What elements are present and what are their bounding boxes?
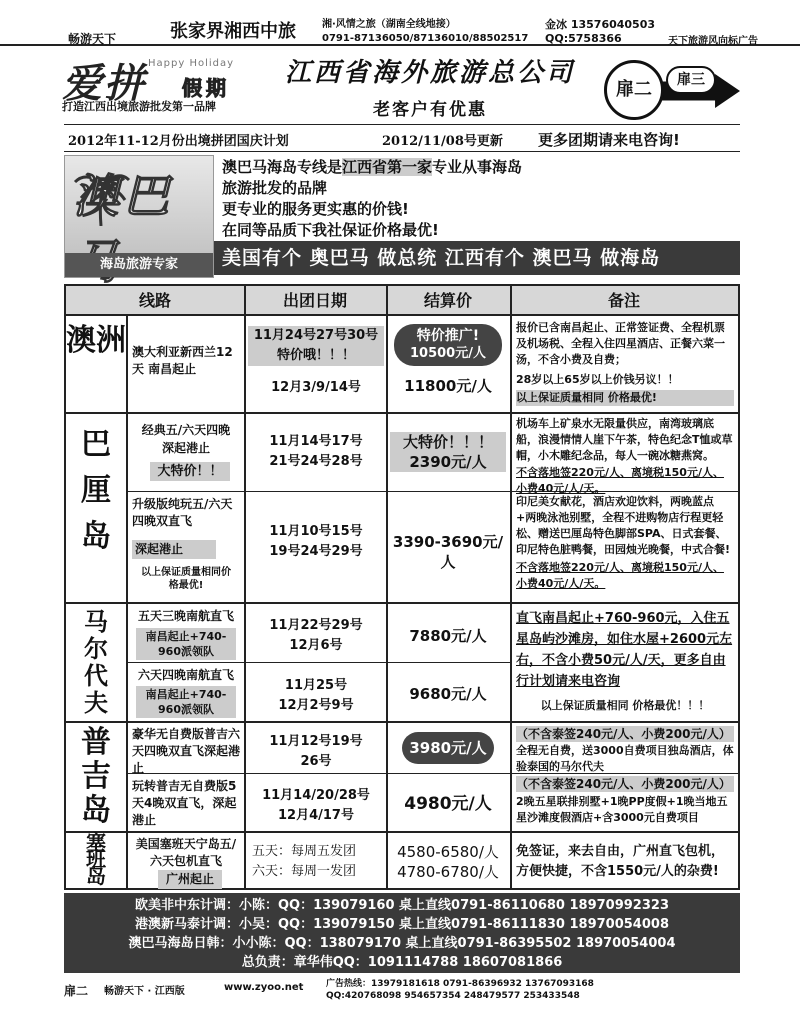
plan-bar bbox=[64, 124, 740, 152]
saipan-dates1: 五天：每周五发团 bbox=[252, 844, 357, 859]
island-expert-badge: 海岛旅游专家 bbox=[65, 253, 213, 277]
intro-line1 bbox=[222, 157, 742, 178]
top-contact-line1: 金冰 13576040503 bbox=[545, 18, 656, 31]
saipan-price2: 4780-6780/人 bbox=[397, 863, 499, 881]
region-phuket bbox=[66, 726, 126, 828]
divider bbox=[510, 286, 512, 888]
phuket-note1b: 全程无自费，送3000自费项目独岛酒店，体验泰国的马尔代夫 bbox=[516, 744, 734, 773]
plan-title: 2012年11-12月份出境拼团国庆计划 bbox=[68, 134, 289, 149]
logo-happy-holiday: Happy Holiday bbox=[148, 58, 235, 69]
bali-dates2b: 19号24号29号 bbox=[269, 544, 363, 559]
divider bbox=[244, 286, 246, 888]
logo-slogan: 打造江西出境旅游批发第一品牌 bbox=[62, 100, 216, 113]
itinerary-table bbox=[64, 284, 740, 890]
bali-route2c: 以上保证质量相同价格最优! bbox=[141, 567, 231, 591]
intro-line1-c: 专业从事海岛 bbox=[432, 158, 523, 176]
maldives-price1: 7880元/人 bbox=[409, 627, 487, 645]
palm-island-image bbox=[64, 155, 214, 278]
bottom-brand: 畅游天下 · 江西版 bbox=[104, 986, 185, 997]
logo-big-text: 爱拼 bbox=[62, 60, 146, 107]
saipan-route1b: 广州起止 bbox=[158, 870, 222, 889]
intro-image-chars: 澳巴 bbox=[73, 169, 173, 223]
header-price: 结算价 bbox=[386, 286, 510, 316]
maldives-note1: 直飞南昌起止+760-960元，入住五星岛屿沙滩房，如住水屋+2600元左右，不含小费50元/人/天，更多自由行计划请来电咨询 bbox=[516, 611, 733, 689]
bali-note1b: 不含落地签220元/人、离境税150元/人、小费40元/人/天。 bbox=[516, 466, 724, 495]
logo-holiday-chars: 假期 bbox=[182, 76, 230, 100]
maldives-dates1a: 11月22号29号 bbox=[269, 618, 363, 633]
bali-price1a: 大特价！！！ bbox=[390, 432, 506, 452]
saipan-note: 免签证，来去自由，广州直飞包机，方便快捷，不含1550元/人的杂费! bbox=[516, 844, 725, 879]
company-header bbox=[270, 52, 590, 122]
phuket-dates2b: 12月4/17号 bbox=[278, 808, 354, 823]
region-maldives-text: 马尔代夫 bbox=[84, 607, 108, 717]
contact-row-1: 欧美非中东计调：小陈：QQ：139079160 桌上直线0791-86110680 18970992323 bbox=[134, 898, 669, 913]
bali-note1: 机场车上矿泉水无限量供应，南湾玻璃底船，浪漫情情人崖下午茶，特色纪念T恤或草帽，小木雕纪念品，每人一碗冰糖燕窝。 bbox=[516, 417, 733, 462]
region-phuket-text: 普吉岛 bbox=[81, 725, 111, 828]
australia-special: 特价哦！！！ bbox=[248, 346, 384, 366]
bali-note2: 印尼美女献花，酒店欢迎饮料，两晚蓝点+两晚泳池别墅，全程不进购物店行程更轻松、赠送巴厘岛特色脚部SPA、日式套餐、印尼特色脏鸭餐，田园烛光晚餐，中式合餐! bbox=[516, 495, 731, 556]
phuket-dates1b: 26号 bbox=[300, 754, 332, 769]
intro-line1-highlight: 江西省第一家 bbox=[342, 158, 433, 176]
header-route: 线路 bbox=[66, 286, 244, 316]
website-link[interactable]: www.zyoo.net bbox=[224, 982, 304, 993]
region-maldives bbox=[66, 606, 126, 716]
phuket-price1: 3980元/人 bbox=[409, 739, 487, 757]
phuket-price2: 4980元/人 bbox=[404, 794, 492, 814]
divider bbox=[386, 286, 388, 888]
saipan-route1: 美国塞班天宁岛五/六天包机直飞 bbox=[135, 837, 237, 868]
top-brand: 畅游天下 bbox=[68, 32, 117, 46]
top-info-line2: 0791-87136050/87136010/88502517 bbox=[322, 33, 529, 44]
australia-route: 澳大利亚新西兰12天 南昌起止 bbox=[132, 345, 233, 376]
top-contact bbox=[545, 18, 655, 46]
phuket-note1a: （不含泰签240元/人、小费200元/人） bbox=[516, 726, 734, 742]
saipan-price1: 4580-6580/人 bbox=[397, 843, 499, 861]
phuket-dates2a: 11月14/20/28号 bbox=[262, 788, 370, 803]
maldives-route1b: 南昌起止+740-960派领队 bbox=[136, 628, 236, 660]
intro-line4: 在同等品质下我社保证价格最优! bbox=[222, 221, 439, 239]
current-page-label: 扉二 bbox=[604, 60, 664, 120]
page-number: 扉二 bbox=[64, 984, 89, 998]
contact-row-2: 港澳新马泰计调：小吴：QQ：139079150 桌上直线0791-86111830 18970054008 bbox=[134, 917, 669, 932]
next-page-label: 扉三 bbox=[666, 66, 716, 94]
bali-route1c: 大特价！！ bbox=[150, 462, 230, 481]
ad-hotline-line2: QQ:420768098 954657354 248479577 253433548 bbox=[326, 991, 580, 1001]
maldives-dates2a: 11月25号 bbox=[284, 678, 348, 693]
maldives-dates1b: 12月6号 bbox=[289, 638, 343, 653]
region-bali bbox=[66, 422, 126, 560]
bali-dates1b: 21号24号28号 bbox=[269, 454, 363, 469]
page-indicator bbox=[604, 60, 744, 120]
header-dates: 出团日期 bbox=[244, 286, 386, 316]
phuket-route1: 豪华无自费版普吉六天四晚双直飞深起港止 bbox=[132, 727, 241, 775]
ad-hotline-line1: 广告热线：13979181618 0791-86396932 13767093168 bbox=[326, 979, 594, 989]
australia-promo: 特价推广! bbox=[416, 328, 480, 344]
divider bbox=[66, 721, 738, 723]
maldives-route1: 五天三晚南航直飞 bbox=[137, 609, 234, 623]
intro-line1-a: 澳巴马海岛专线是 bbox=[222, 158, 343, 176]
australia-dates2: 12月3/9/14号 bbox=[271, 380, 361, 395]
contact-row-4: 总负责：章华伟QQ：1091114788 18607081866 bbox=[241, 955, 563, 970]
australia-promo-price: 10500元/人 bbox=[410, 346, 486, 361]
plan-updated: 2012/11/08号更新 bbox=[382, 134, 503, 149]
australia-note1: 报价已含南昌起止、正常签证费、全程机票及机场税、全程入住四星酒店、正餐六菜一汤，不含小费及自费； bbox=[516, 321, 725, 366]
maldives-route2b: 南昌起止+740-960派领队 bbox=[136, 686, 236, 718]
australia-dates1: 11月24号27号30号 bbox=[248, 326, 384, 346]
maldives-dates2b: 12月2号9号 bbox=[278, 698, 354, 713]
region-saipan bbox=[66, 832, 126, 888]
region-saipan-text: 塞班岛 bbox=[86, 830, 106, 888]
bali-price2: 3390-3690元/人 bbox=[392, 533, 504, 571]
phuket-route2: 玩转普吉无自费版5天4晚双直飞，深起港止 bbox=[132, 779, 237, 827]
top-contact-line2: QQ:5758366 bbox=[545, 32, 622, 45]
australia-note2: 28岁以上65岁以上价钱另议！！ bbox=[516, 373, 679, 386]
contact-row-3: 澳巴马海岛日韩：小小陈：QQ：138079170 桌上直线0791-86395502 18970054004 bbox=[128, 936, 676, 951]
maldives-price2: 9680元/人 bbox=[409, 685, 487, 703]
australia-price2: 11800元/人 bbox=[404, 377, 492, 395]
intro-line3: 更专业的服务更实惠的价钱! bbox=[222, 200, 409, 218]
top-agency-name: 张家界湘西中旅 bbox=[170, 21, 296, 42]
top-info-line1: 湘·风情之旅（湖南全线地接） bbox=[322, 19, 456, 30]
bali-route1: 经典五/六天四晚 bbox=[141, 423, 231, 437]
header-notes: 备注 bbox=[510, 286, 738, 316]
intro-section bbox=[64, 155, 740, 280]
plan-more: 更多团期请来电咨询! bbox=[538, 131, 680, 149]
phuket-note2b: 2晚五星联排别墅+1晚PP度假+1晚当地五星沙滩度假酒店+含3000元自费项目 bbox=[516, 795, 728, 824]
bali-dates1a: 11月14号17号 bbox=[269, 434, 363, 449]
bali-route2: 升级版纯玩五/六天四晚双直飞 bbox=[132, 497, 233, 528]
top-agency-info bbox=[322, 18, 528, 46]
divider bbox=[66, 831, 738, 833]
obama-banner: 美国有个 奥巴马 做总统 江西有个 澳巴马 做海岛 bbox=[214, 241, 740, 275]
region-bali-text: 巴厘岛 bbox=[81, 427, 111, 554]
divider bbox=[66, 602, 738, 604]
intro-line2: 旅游批发的品牌 bbox=[222, 179, 328, 197]
bali-dates2a: 11月10号15号 bbox=[269, 524, 363, 539]
phuket-dates1a: 11月12号19号 bbox=[269, 734, 363, 749]
company-subtitle: 老客户有优惠 bbox=[373, 100, 487, 120]
divider bbox=[66, 412, 738, 414]
saipan-dates2: 六天：每周一发团 bbox=[252, 864, 357, 879]
top-bar bbox=[0, 0, 800, 46]
bali-price1b: 2390元/人 bbox=[390, 452, 506, 472]
ad-hotline bbox=[326, 978, 594, 1002]
top-ad-label: 天下旅游风向标广告 bbox=[668, 36, 758, 47]
phuket-note2a: （不含泰签240元/人、小费200元/人） bbox=[516, 776, 734, 792]
region-australia: 澳洲 bbox=[66, 323, 126, 358]
divider bbox=[126, 662, 510, 663]
maldives-note2: 以上保证质量相同 价格最优！！！ bbox=[540, 699, 710, 712]
bali-route1b: 深起港止 bbox=[161, 441, 210, 455]
contact-footer bbox=[64, 893, 740, 973]
bottom-strip bbox=[64, 976, 740, 1016]
aipin-logo bbox=[62, 52, 262, 122]
australia-note3: 以上保证质量相同 价格最优! bbox=[516, 390, 734, 406]
bali-note2b: 不含落地签220元/人、离境税150元/人、小费40元/人/天。 bbox=[516, 561, 724, 590]
bali-route2b: 深起港止 bbox=[132, 540, 216, 559]
maldives-route2: 六天四晚南航直飞 bbox=[137, 668, 234, 682]
company-name: 江西省海外旅游总公司 bbox=[284, 58, 575, 88]
intro-text bbox=[222, 157, 742, 241]
